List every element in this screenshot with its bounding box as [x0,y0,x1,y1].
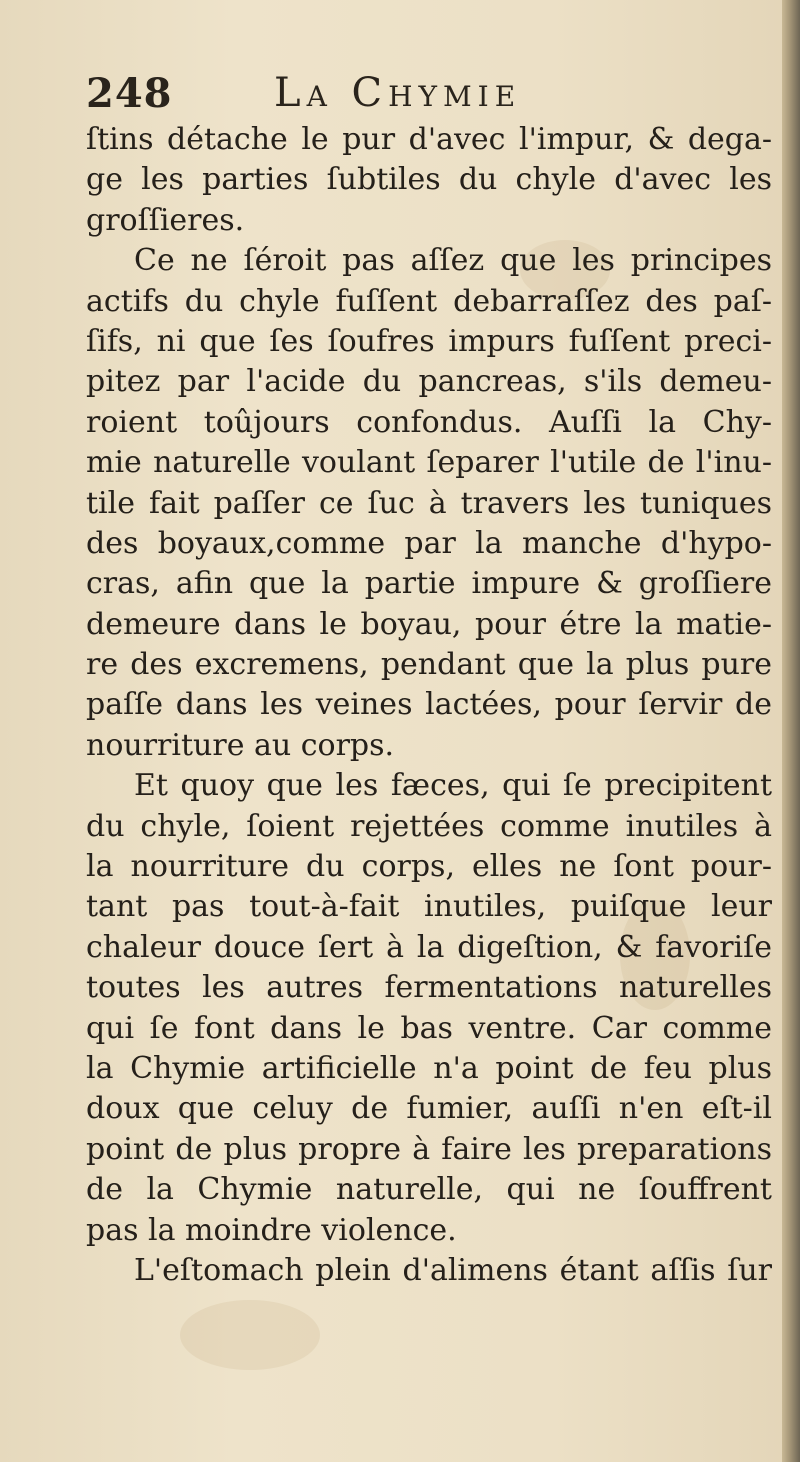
text-line: actifs du chyle fuſſent debarraſſez des paſ- [86,283,772,319]
text-line: mie naturelle voulant ſeparer l'utile de l'inu- [86,445,772,481]
text-line: pas la moindre violence. [86,1212,457,1248]
text-line: Et quoy que les fæces, qui ſe precipitent [134,768,772,804]
text-line: du chyle, ſoient rejettées comme inutiles à [86,808,772,844]
text-line: qui ſe font dans le bas ventre. Car comme [86,1010,772,1046]
page-binding-edge [782,0,800,1462]
text-line: cras, afin que la partie impure & groſſiere [86,566,772,602]
text-line: toutes les autres fermentations naturelles [86,970,772,1006]
text-line: la Chymie artificielle n'a point de feu plus [86,1050,772,1086]
text-line: Ce ne ſéroit pas aſſez que les principes [134,243,772,279]
text-line: la nourriture du corps, elles ne ſont pour- [86,849,772,885]
text-line: groſſieres. [86,202,245,238]
body-text [86,120,772,1291]
text-line: doux que celuy de fumier, auſſi n'en eſt-il [86,1091,772,1127]
text-line: tile fait paſſer ce ſuc à travers les tuniques [86,485,772,521]
paper-stain [180,1300,320,1370]
running-title: La Chymie [274,70,522,116]
text-line: chaleur douce ſert à la digeſtion, & favoriſe [86,929,772,965]
text-line: ſtins détache le pur d'avec l'impur, & dega- [86,122,772,157]
text-line: pitez par l'acide du pancreas, s'ils demeu- [86,364,772,400]
running-header [86,70,686,120]
text-line: ſifs, ni que ſes ſoufres impurs fuſſent preci- [86,323,772,359]
text-line: ge les parties ſubtiles du chyle d'avec les [86,162,772,198]
text-line: de la Chymie naturelle, qui ne ſouffrent [86,1172,772,1208]
text-line: demeure dans le boyau, pour étre la matie- [86,606,772,642]
text-line: tant pas tout-à-fait inutiles, puiſque leur [86,889,772,925]
text-line: L'eſtomach plein d'alimens étant aſſis ſur [134,1252,772,1288]
text-line: des boyaux,comme par la manche d'hypo- [86,525,772,561]
page-number: 248 [86,70,173,117]
text-line: nourriture au corps. [86,727,395,763]
text-line: paſſe dans les veines lactées, pour ſervir de [86,687,772,723]
text-line: roient toûjours confondus. Auſſi la Chy- [86,404,772,440]
text-line: point de plus propre à faire les preparations [86,1131,772,1167]
text-line: re des excremens, pendant que la plus pure [86,647,772,683]
